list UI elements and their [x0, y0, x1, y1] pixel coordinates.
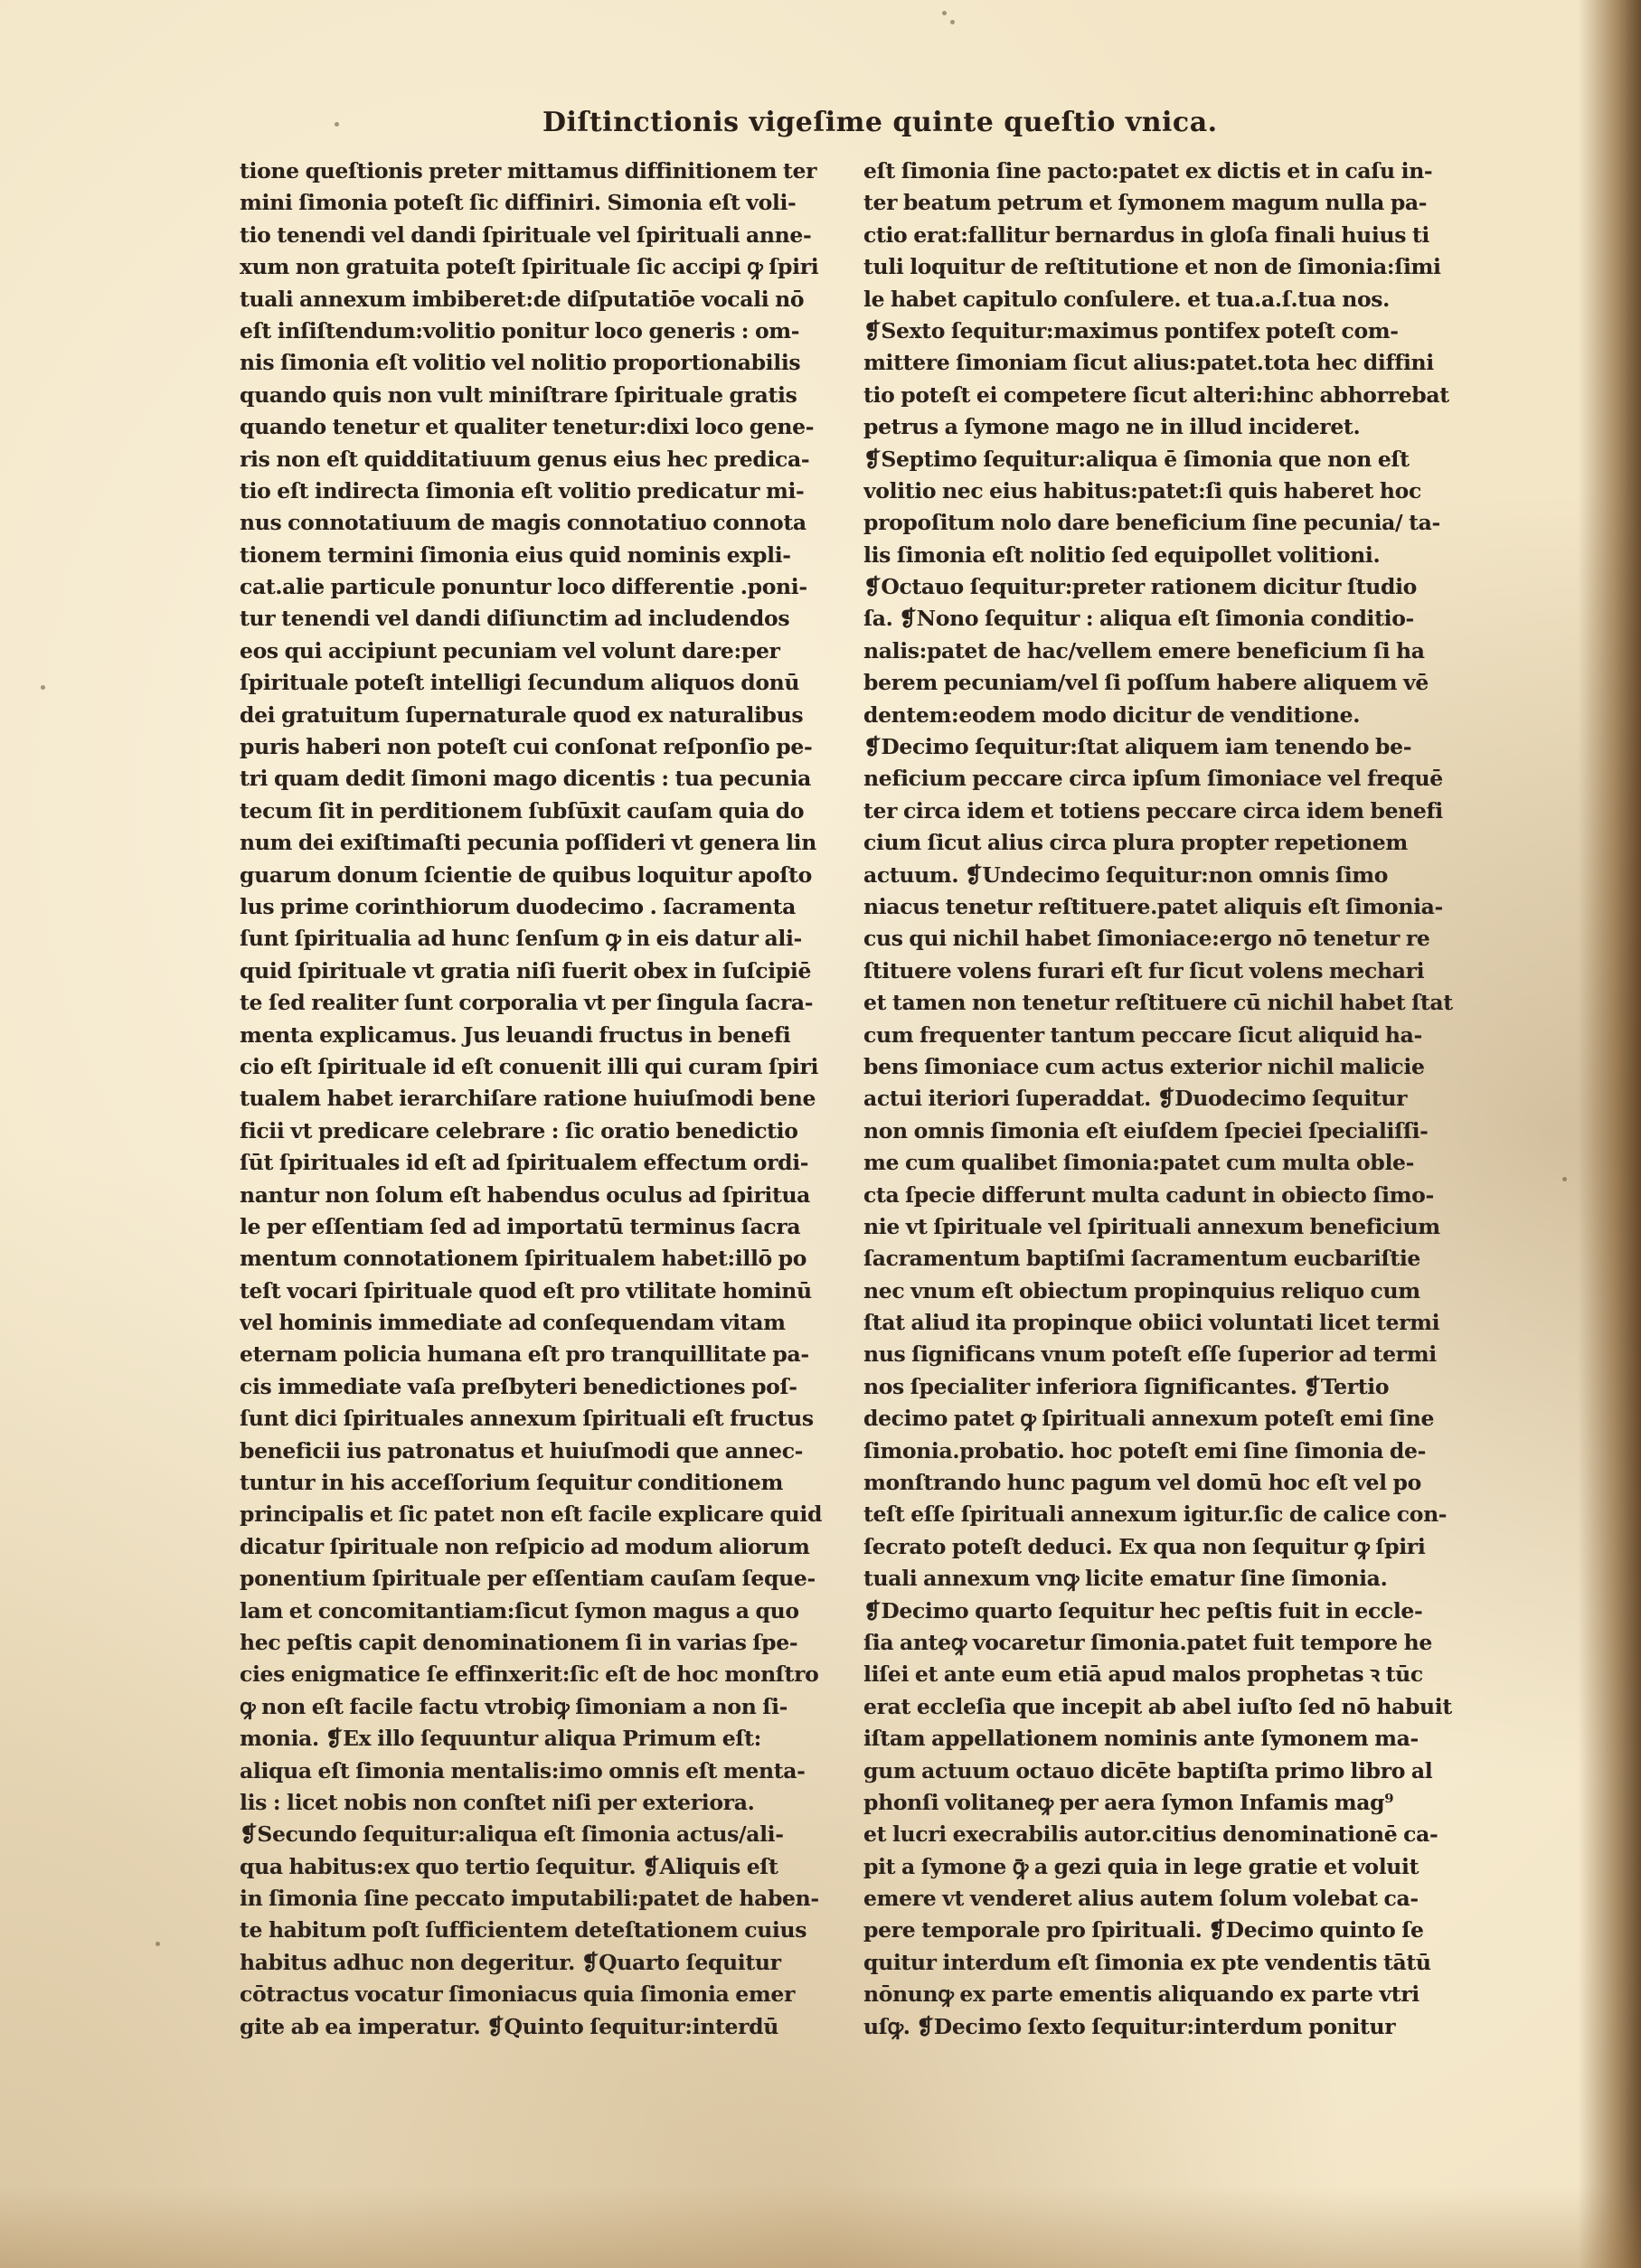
- text-line: ficii vt predicare celebrare : ſic oratio benedictio: [240, 1117, 798, 1143]
- text-line: beneficii ius patronatus et huiuſmodi que annec-: [240, 1437, 804, 1463]
- text-line: volitio nec eius habitus:patet:ſi quis haberet hoc: [863, 477, 1421, 503]
- text-line: lus prime corinthiorum duodecimo . ſacramenta: [240, 893, 796, 919]
- left-text-column: [240, 155, 882, 2043]
- text-line: ſecrato poteſt deduci. Ex qua non ſequitur ꝙ ſpiri: [863, 1533, 1426, 1559]
- text-line: uſꝙ. ❡Decimo ſexto ſequitur:interdum ponitur: [863, 2013, 1396, 2039]
- text-line: aliqua eſt ſimonia mentalis:imo omnis eſt menta-: [240, 1757, 806, 1783]
- right-text-column: [863, 155, 1505, 2043]
- text-line: ris non eſt quidditatiuum genus eius hec predica-: [240, 446, 810, 472]
- text-line: guarum donum ſcientie de quibus loquitur apoſto: [240, 861, 812, 888]
- text-line: decimo patet ꝙ ſpirituali annexum poteſt emi ſine: [863, 1406, 1435, 1432]
- text-line: ſunt ſpiritualia ad hunc ſenſum ꝙ in eis datur ali-: [240, 926, 802, 952]
- text-line: ſpirituale poteſt intelligi ſecundum aliquos donū: [240, 670, 800, 696]
- text-line: actuum. ❡Undecimo ſequitur:non omnis ſimo: [863, 861, 1389, 888]
- text-line: puris haberi non poteſt cui conſonat reſponſio pe-: [240, 734, 813, 760]
- text-line: ſa. ❡Nono ſequitur : aliqua eſt ſimonia conditio-: [863, 606, 1414, 632]
- text-line: tecum ſit in perditionem ſubſūxit cauſam quia do: [240, 797, 805, 823]
- text-line: menta explicamus. Jus leuandi fructus in benefi: [240, 1021, 791, 1048]
- text-line: ❡Decimo quarto ſequitur hec peſtis fuit in eccle-: [863, 1597, 1423, 1623]
- text-line: ſacramentum baptiſmi ſacramentum eucbariſtie: [863, 1246, 1420, 1272]
- ink-speck: [950, 20, 955, 24]
- text-line: lam et concomitantiam:ſicut ſymon magus a quo: [240, 1597, 799, 1623]
- text-line: ſūt ſpirituales id eſt ad ſpiritualem effectum ordi-: [240, 1150, 809, 1176]
- text-line: dei gratuitum ſupernaturale quod ex naturalibus: [240, 701, 804, 728]
- text-line: tur tenendi vel dandi diſiunctim ad includendos: [240, 606, 790, 632]
- text-line: cat.alie particule ponuntur loco differentie .poni-: [240, 574, 807, 600]
- text-line: tionem termini ſimonia eius quid nominis expli-: [240, 541, 791, 568]
- ink-speck: [41, 685, 45, 690]
- binding-shadow: [1578, 0, 1641, 2268]
- text-line: nie vt ſpirituale vel ſpirituali annexum beneficium: [863, 1213, 1440, 1239]
- text-line: cta ſpecie differunt multa cadunt in obiecto ſimo-: [863, 1181, 1434, 1208]
- text-line: non omnis ſimonia eſt eiuſdem ſpeciei ſpecialiſſi-: [863, 1117, 1429, 1143]
- text-line: hec peſtis capit denominationem ſi in varias ſpe-: [240, 1629, 798, 1655]
- text-line: tio eſt indirecta ſimonia eſt volitio predicatur mi-: [240, 477, 805, 503]
- text-line: cio eſt ſpirituale id eſt conuenit illi qui curam ſpiri: [240, 1053, 819, 1079]
- page-bottom-edge: [0, 2187, 1641, 2268]
- text-line: principalis et ſic patet non eſt facile explicare quid: [240, 1501, 823, 1528]
- ink-speck: [156, 1942, 160, 1946]
- text-line: propoſitum nolo dare beneficium ſine pecunia/ ta-: [863, 510, 1440, 536]
- text-line: in ſimonia ſine peccato imputabili:patet de haben-: [240, 1886, 819, 1912]
- text-line: cōtractus vocatur ſimoniacus quia ſimonia emer: [240, 1981, 795, 2008]
- text-line: ❡Sexto ſequitur:maximus pontifex poteſt com-: [863, 317, 1399, 343]
- text-line: cum frequenter tantum peccare ſicut aliquid ha-: [863, 1021, 1422, 1048]
- text-line: te ſed realiter ſunt corporalia vt per ſingula ſacra-: [240, 990, 814, 1016]
- text-line: erat eccleſia que incepit ab abel iuſto ſed nō habuit: [863, 1693, 1452, 1719]
- text-line: te habitum poſt ſufficientem deteſtationem cuius: [240, 1917, 807, 1943]
- text-line: quitur interdum eſt ſimonia ex pte vendentis tātū: [863, 1949, 1431, 1975]
- text-line: quando quis non vult miniſtrare ſpirituale gratis: [240, 381, 797, 408]
- text-line: ſunt dici ſpirituales annexum ſpirituali eſt fructus: [240, 1406, 814, 1432]
- text-line: qua habitus:ex quo tertio ſequitur. ❡Aliquis eſt: [240, 1853, 778, 1879]
- text-line: cium ſicut alius circa plura propter repetionem: [863, 830, 1408, 856]
- text-line: gum actuum octauo dicēte baptiſta primo libro al: [863, 1757, 1433, 1783]
- text-line: ſtituere volens furari eſt fur ſicut volens mechari: [863, 957, 1425, 983]
- text-line: dentem:eodem modo dicitur de venditione.: [863, 701, 1361, 728]
- text-line: vel hominis immediate ad conſequendam vitam: [240, 1310, 786, 1336]
- text-line: nec vnum eſt obiectum propinquius reliquo cum: [863, 1277, 1420, 1303]
- text-line: emere vt venderet alius autem ſolum volebat ca-: [863, 1886, 1419, 1912]
- text-line: quando tenetur et qualiter tenetur:dixi loco gene-: [240, 414, 815, 440]
- text-line: tio tenendi vel dandi ſpirituale vel ſpirituali anne-: [240, 221, 812, 248]
- running-head: Diſtinctionis vigeſime quinte queſtio vnica.: [542, 107, 1218, 138]
- text-line: ❡Septimo ſequitur:aliqua ē ſimonia que non eſt: [863, 446, 1410, 472]
- text-line: mini ſimonia poteſt ſic diffiniri. Simonia eſt voli-: [240, 190, 797, 216]
- text-line: mittere ſimoniam ſicut alius:patet.tota hec diffini: [863, 350, 1434, 376]
- text-line: teſt vocari ſpirituale quod eſt pro vtilitate hominū: [240, 1277, 812, 1303]
- text-line: nos ſpecialiter inferiora ſignificantes. ❡Tertio: [863, 1373, 1390, 1399]
- text-line: lis : licet nobis non conſtet niſi per exteriora.: [240, 1789, 755, 1815]
- text-line: ctio erat:fallitur bernardus in gloſa finali huius ti: [863, 221, 1430, 248]
- text-line: monia. ❡Ex illo ſequuntur aliqua Primum eſt:: [240, 1726, 762, 1752]
- text-line: petrus a ſymone mago ne in illud incideret.: [863, 414, 1361, 440]
- text-line: le habet capitulo conſulere. et tua.a.ſ.tua nos.: [863, 286, 1391, 312]
- text-line: cus qui nichil habet ſimoniace:ergo nō tenetur re: [863, 926, 1430, 952]
- text-line: et lucri execrabilis autor.citius denominationē ca-: [863, 1821, 1438, 1848]
- text-line: niacus tenetur reſtituere.patet aliquis eſt ſimonia-: [863, 893, 1443, 919]
- text-line: ❡Decimo ſequitur:ſtat aliquem iam tenendo be-: [863, 734, 1412, 760]
- ink-speck: [1562, 1177, 1567, 1181]
- text-line: xum non gratuita poteſt ſpirituale ſic accipi ꝙ ſpiri: [240, 254, 819, 280]
- text-line: mentum connotationem ſpiritualem habet:illō po: [240, 1246, 807, 1272]
- text-line: actui iteriori ſuperaddat. ❡Duodecimo ſequitur: [863, 1086, 1408, 1112]
- text-line: tuali annexum vnꝙ licite ematur ſine ſimonia.: [863, 1566, 1388, 1592]
- text-line: habitus adhuc non degeritur. ❡Quarto ſequitur: [240, 1949, 781, 1975]
- text-line: eſt inſiſtendum:volitio ponitur loco generis : om-: [240, 317, 800, 343]
- text-line: pere temporale pro ſpirituali. ❡Decimo quinto ſe: [863, 1917, 1424, 1943]
- text-line: tuli loquitur de reſtitutione et non de ſimonia:ſimi: [863, 254, 1441, 280]
- text-line: et tamen non tenetur reſtituere cū nichil habet ſtat: [863, 990, 1453, 1016]
- text-line: ſtat aliud ita propinque obiici voluntati licet termi: [863, 1310, 1440, 1336]
- text-line: ter circa idem et totiens peccare circa idem benefi: [863, 797, 1443, 823]
- text-line: tio poteſt ei competere ſicut alteri:hinc abhorrebat: [863, 381, 1449, 408]
- text-line: nis ſimonia eſt volitio vel nolitio proportionabilis: [240, 350, 801, 376]
- text-line: ponentium ſpirituale per eſſentiam cauſam ſeque-: [240, 1566, 816, 1592]
- text-line: tualem habet ierarchiſare ratione huiuſmodi bene: [240, 1086, 816, 1112]
- text-line: nōnunꝙ ex parte ementis aliquando ex parte vtri: [863, 1981, 1419, 2008]
- ink-speck: [335, 122, 339, 127]
- text-line: me cum qualibet ſimonia:patet cum multa oble-: [863, 1150, 1415, 1176]
- text-line: le per eſſentiam ſed ad importatū terminus ſacra: [240, 1213, 801, 1239]
- text-line: teſt eſſe ſpirituali annexum igitur.ſic de calice con-: [863, 1501, 1448, 1528]
- text-line: dicatur ſpirituale non reſpicio ad modum aliorum: [240, 1533, 810, 1559]
- text-line: eternam policia humana eſt pro tranquillitate pa-: [240, 1341, 809, 1368]
- text-line: nus connotatiuum de magis connotatiuo connota: [240, 510, 806, 536]
- text-line: ſia anteꝙ vocaretur ſimonia.patet fuit tempore he: [863, 1629, 1432, 1655]
- text-line: tuntur in his acceſſorium ſequitur conditionem: [240, 1470, 783, 1496]
- text-line: eſt ſimonia ſine pacto:patet ex dictis et in caſu in-: [863, 158, 1433, 184]
- text-line: iſtam appellationem nominis ante ſymonem ma-: [863, 1726, 1419, 1752]
- text-line: nantur non ſolum eſt habendus oculus ad ſpiritua: [240, 1181, 811, 1208]
- text-line: nalis:patet de hac/vellem emere beneficium ſi ha: [863, 637, 1425, 663]
- text-line: tuali annexum imbiberet:de diſputatiōe vocali nō: [240, 286, 805, 312]
- text-line: quid ſpirituale vt gratia niſi fuerit obex in ſuſcipiē: [240, 957, 812, 983]
- text-line: cies enigmatice ſe effinxerit:ſic eſt de hoc monſtro: [240, 1661, 819, 1688]
- text-line: tione queſtionis preter mittamus diffinitionem ter: [240, 158, 817, 184]
- text-line: ꝙ non eſt facile factu vtrobiꝙ ſimoniam a non ſi-: [240, 1693, 788, 1719]
- text-line: phonſi volitaneꝙ per aera ſymon Infamis mag⁹: [863, 1789, 1394, 1815]
- text-line: lis ſimonia eſt nolitio ſed equipollet volitioni.: [863, 541, 1381, 568]
- text-line: gite ab ea imperatur. ❡Quinto ſequitur:interdū: [240, 2013, 778, 2039]
- text-line: ❡Octauo ſequitur:preter rationem dicitur ſtudio: [863, 574, 1418, 600]
- ink-speck: [942, 11, 947, 15]
- text-line: ter beatum petrum et ſymonem magum nulla pa-: [863, 190, 1428, 216]
- text-line: berem pecuniam/vel ſi poſſum habere aliquem vē: [863, 670, 1429, 696]
- text-line: tri quam dedit ſimoni mago dicentis : tua pecunia: [240, 766, 812, 792]
- text-line: ❡Secundo ſequitur:aliqua eſt ſimonia actus/ali-: [240, 1821, 784, 1848]
- text-line: eos qui accipiunt pecuniam vel volunt dare:per: [240, 637, 780, 663]
- text-line: neficium peccare circa ipſum ſimoniace vel frequē: [863, 766, 1443, 792]
- text-line: bens ſimoniace cum actus exterior nichil malicie: [863, 1053, 1425, 1079]
- text-line: monſtrando hunc pagum vel domū hoc eſt vel po: [863, 1470, 1421, 1496]
- text-line: pit a ſymone ꝙ̄ a gezi quia in lege gratie et voluit: [863, 1853, 1419, 1879]
- text-line: cis immediate vaſa preſbyteri benedictiones poſ-: [240, 1373, 797, 1399]
- text-line: liſei et ante eum etiā apud malos prophetas ꝛ tūc: [863, 1661, 1423, 1688]
- text-line: ſimonia.probatio. hoc poteſt emi ſine ſimonia de-: [863, 1437, 1427, 1463]
- text-line: nus ſignificans vnum poteſt eſſe ſuperior ad termi: [863, 1341, 1437, 1368]
- text-line: num dei exiſtimaſti pecunia poſſideri vt genera lin: [240, 830, 816, 856]
